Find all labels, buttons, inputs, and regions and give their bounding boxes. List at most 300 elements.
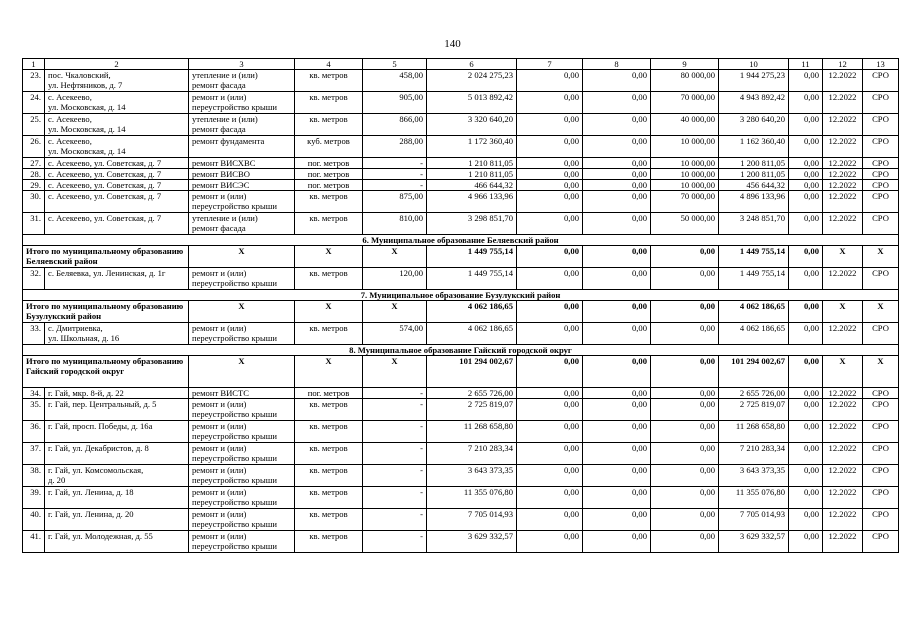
table-cell: 0,00	[517, 421, 583, 443]
table-cell: 29.	[23, 180, 45, 191]
table-cell: 1 449 755,14	[719, 268, 789, 290]
table-row	[23, 487, 899, 509]
subtotal-cell: 0,00	[583, 356, 651, 388]
section-heading: 8. Муниципальное образование Гайский городской округ	[23, 345, 899, 356]
table-cell: пог. метров	[295, 169, 363, 180]
table-cell: ремонт ВИСХВС	[189, 158, 295, 169]
table-body	[23, 70, 899, 553]
table-cell: СРО	[863, 213, 899, 235]
table-cell: ремонт и (или) переустройство крыши	[189, 92, 295, 114]
table-row	[23, 114, 899, 136]
table-cell: 7 210 283,34	[719, 443, 789, 465]
table-cell: 12.2022	[823, 268, 863, 290]
table-cell: г. Гай, ул. Ленина, д. 20	[45, 509, 189, 531]
table-cell: СРО	[863, 399, 899, 421]
table-row	[23, 465, 899, 487]
subtotal-cell: 1 449 755,14	[427, 246, 517, 268]
table-cell: 866,00	[363, 114, 427, 136]
table-cell: с. Асекеево, ул. Советская, д. 7	[45, 180, 189, 191]
table-cell: 7 210 283,34	[427, 443, 517, 465]
section-heading: 7. Муниципальное образование Бузулукский район	[23, 290, 899, 301]
table-cell: 12.2022	[823, 509, 863, 531]
subtotal-cell: 0,00	[789, 301, 823, 323]
table-cell: СРО	[863, 136, 899, 158]
table-cell: 1 210 811,05	[427, 169, 517, 180]
table-cell: 0,00	[789, 388, 823, 399]
table-row	[23, 213, 899, 235]
table-cell: 1 200 811,05	[719, 169, 789, 180]
table-cell: 0,00	[517, 465, 583, 487]
table-cell: 0,00	[583, 323, 651, 345]
table-cell: 0,00	[517, 136, 583, 158]
table-cell: -	[363, 443, 427, 465]
table-cell: 0,00	[517, 213, 583, 235]
table-cell: 0,00	[517, 443, 583, 465]
table-cell: 0,00	[583, 465, 651, 487]
table-cell: 12.2022	[823, 531, 863, 553]
subtotal-cell: Х	[363, 301, 427, 323]
table-cell: 0,00	[789, 180, 823, 191]
table-row	[23, 399, 899, 421]
table-cell: СРО	[863, 465, 899, 487]
table-cell: 0,00	[651, 421, 719, 443]
table-cell: СРО	[863, 180, 899, 191]
section-heading-row	[23, 235, 899, 246]
table-cell: 875,00	[363, 191, 427, 213]
subtotal-cell: 0,00	[789, 246, 823, 268]
subtotal-cell: Х	[863, 301, 899, 323]
table-cell: ремонт и (или) переустройство крыши	[189, 487, 295, 509]
table-cell: СРО	[863, 443, 899, 465]
table-cell: 12.2022	[823, 213, 863, 235]
table-cell: с. Асекеево, ул. Советская, д. 7	[45, 213, 189, 235]
table-cell: 1 944 275,23	[719, 70, 789, 92]
table-cell: -	[363, 180, 427, 191]
table-cell: 11 268 658,80	[719, 421, 789, 443]
table-cell: ремонт и (или) переустройство крыши	[189, 191, 295, 213]
table-cell: 80 000,00	[651, 70, 719, 92]
table-cell: 0,00	[651, 465, 719, 487]
table-cell: 0,00	[517, 169, 583, 180]
column-header: 8	[583, 59, 651, 70]
table-cell: СРО	[863, 421, 899, 443]
table-cell: 0,00	[583, 399, 651, 421]
table-cell: СРО	[863, 114, 899, 136]
table-cell: 30.	[23, 191, 45, 213]
table-cell: -	[363, 399, 427, 421]
table-cell: 10 000,00	[651, 180, 719, 191]
table-cell: 1 449 755,14	[427, 268, 517, 290]
table-cell: 27.	[23, 158, 45, 169]
table-cell: ремонт и (или) переустройство крыши	[189, 399, 295, 421]
table-cell: 70 000,00	[651, 92, 719, 114]
subtotal-label: Итого по муниципальному образованию Гайский городской округ	[23, 356, 189, 388]
table-cell: СРО	[863, 92, 899, 114]
table-cell: 905,00	[363, 92, 427, 114]
table-cell: 33.	[23, 323, 45, 345]
table-cell: 3 629 332,57	[719, 531, 789, 553]
table-cell: с. Асекеево, ул. Московская, д. 14	[45, 136, 189, 158]
table-cell: с. Асекеево, ул. Московская, д. 14	[45, 92, 189, 114]
table-cell: 35.	[23, 399, 45, 421]
table-cell: 0,00	[517, 268, 583, 290]
table-row	[23, 323, 899, 345]
header-row	[23, 59, 899, 70]
table-cell: СРО	[863, 487, 899, 509]
table-cell: ремонт и (или) переустройство крыши	[189, 443, 295, 465]
subtotal-cell: Х	[823, 246, 863, 268]
subtotal-cell: 0,00	[651, 246, 719, 268]
table-cell: СРО	[863, 158, 899, 169]
table-cell: кв. метров	[295, 268, 363, 290]
table-cell: 23.	[23, 70, 45, 92]
table-cell: 50 000,00	[651, 213, 719, 235]
table-cell: с. Асекеево, ул. Советская, д. 7	[45, 169, 189, 180]
table-cell: 0,00	[789, 399, 823, 421]
table-cell: 0,00	[789, 443, 823, 465]
table-cell: 0,00	[651, 388, 719, 399]
table-cell: 0,00	[583, 158, 651, 169]
subtotal-cell: Х	[295, 356, 363, 388]
table-header	[23, 59, 899, 70]
table-cell: 3 248 851,70	[719, 213, 789, 235]
table-cell: 0,00	[517, 92, 583, 114]
table-cell: 12.2022	[823, 191, 863, 213]
table-cell: 456 644,32	[719, 180, 789, 191]
subtotal-cell: 4 062 186,65	[719, 301, 789, 323]
table-cell: 41.	[23, 531, 45, 553]
table-cell: 0,00	[651, 509, 719, 531]
table-cell: ремонт и (или) переустройство крыши	[189, 465, 295, 487]
table-cell: 0,00	[583, 70, 651, 92]
table-cell: куб. метров	[295, 136, 363, 158]
table-cell: ремонт и (или) переустройство крыши	[189, 421, 295, 443]
table-cell: 12.2022	[823, 443, 863, 465]
table-cell: кв. метров	[295, 465, 363, 487]
table-cell: 0,00	[651, 399, 719, 421]
table-cell: 10 000,00	[651, 158, 719, 169]
column-header: 11	[789, 59, 823, 70]
table-cell: 12.2022	[823, 323, 863, 345]
table-cell: 12.2022	[823, 388, 863, 399]
table-cell: 120,00	[363, 268, 427, 290]
table-cell: ремонт и (или) переустройство крыши	[189, 531, 295, 553]
table-cell: ремонт ВИСТС	[189, 388, 295, 399]
table-cell: 1 162 360,40	[719, 136, 789, 158]
table-cell: кв. метров	[295, 323, 363, 345]
table-cell: 0,00	[651, 323, 719, 345]
table-cell: кв. метров	[295, 213, 363, 235]
table-cell: СРО	[863, 388, 899, 399]
table-cell: 0,00	[583, 268, 651, 290]
table-cell: 24.	[23, 92, 45, 114]
table-cell: 0,00	[583, 169, 651, 180]
table-cell: ремонт и (или) переустройство крыши	[189, 268, 295, 290]
table-cell: 0,00	[517, 191, 583, 213]
table-cell: кв. метров	[295, 443, 363, 465]
table-cell: 0,00	[517, 70, 583, 92]
subtotal-cell: 0,00	[517, 246, 583, 268]
table-cell: 12.2022	[823, 169, 863, 180]
table-cell: СРО	[863, 268, 899, 290]
table-cell: 3 280 640,20	[719, 114, 789, 136]
table-row	[23, 92, 899, 114]
table-cell: 11 355 076,80	[427, 487, 517, 509]
table-cell: кв. метров	[295, 70, 363, 92]
capital-repair-table	[22, 58, 899, 553]
table-cell: 38.	[23, 465, 45, 487]
section-heading-row	[23, 345, 899, 356]
table-cell: 40 000,00	[651, 114, 719, 136]
table-cell: кв. метров	[295, 399, 363, 421]
table-cell: г. Гай, мкр. 8-й, д. 22	[45, 388, 189, 399]
column-header: 2	[45, 59, 189, 70]
table-cell: 0,00	[789, 191, 823, 213]
table-cell: СРО	[863, 169, 899, 180]
table-cell: 0,00	[583, 388, 651, 399]
table-cell: 12.2022	[823, 70, 863, 92]
table-cell: 2 655 726,00	[427, 388, 517, 399]
column-header: 13	[863, 59, 899, 70]
table-cell: кв. метров	[295, 509, 363, 531]
subtotal-cell: Х	[823, 356, 863, 388]
column-header: 1	[23, 59, 45, 70]
table-cell: 0,00	[517, 399, 583, 421]
subtotal-cell: Х	[295, 246, 363, 268]
subtotal-cell: 0,00	[517, 356, 583, 388]
subtotal-row	[23, 301, 899, 323]
table-cell: 26.	[23, 136, 45, 158]
subtotal-cell: Х	[189, 301, 295, 323]
table-cell: 0,00	[517, 114, 583, 136]
table-cell: 458,00	[363, 70, 427, 92]
table-cell: 36.	[23, 421, 45, 443]
table-cell: 0,00	[583, 180, 651, 191]
table-cell: 12.2022	[823, 158, 863, 169]
table-cell: -	[363, 531, 427, 553]
table-cell: 3 298 851,70	[427, 213, 517, 235]
column-header: 4	[295, 59, 363, 70]
table-cell: 12.2022	[823, 399, 863, 421]
table-cell: утепление и (или) ремонт фасада	[189, 70, 295, 92]
table-cell: 5 013 892,42	[427, 92, 517, 114]
table-cell: 0,00	[789, 268, 823, 290]
table-cell: 0,00	[789, 487, 823, 509]
table-row	[23, 388, 899, 399]
table-cell: 288,00	[363, 136, 427, 158]
table-cell: 12.2022	[823, 92, 863, 114]
subtotal-cell: 0,00	[651, 356, 719, 388]
subtotal-cell: 101 294 002,67	[719, 356, 789, 388]
table-cell: 0,00	[517, 323, 583, 345]
subtotal-cell: 0,00	[789, 356, 823, 388]
subtotal-cell: 0,00	[517, 301, 583, 323]
table-cell: 0,00	[583, 509, 651, 531]
subtotal-row	[23, 356, 899, 388]
table-row	[23, 158, 899, 169]
table-cell: 810,00	[363, 213, 427, 235]
subtotal-cell: 0,00	[583, 246, 651, 268]
table-cell: ремонт и (или) переустройство крыши	[189, 323, 295, 345]
page-number: 140	[444, 38, 461, 50]
table-cell: 0,00	[789, 158, 823, 169]
table-cell: 31.	[23, 213, 45, 235]
table-cell: 28.	[23, 169, 45, 180]
table-row	[23, 169, 899, 180]
column-header: 10	[719, 59, 789, 70]
table-cell: 1 172 360,40	[427, 136, 517, 158]
table-cell: кв. метров	[295, 114, 363, 136]
table-cell: 574,00	[363, 323, 427, 345]
table-cell: 0,00	[517, 509, 583, 531]
table-cell: кв. метров	[295, 92, 363, 114]
table-row	[23, 70, 899, 92]
table-row	[23, 509, 899, 531]
table-cell: 0,00	[651, 531, 719, 553]
table-cell: с. Беляевка, ул. Ленинская, д. 1г	[45, 268, 189, 290]
table-cell: 0,00	[583, 213, 651, 235]
table-row	[23, 421, 899, 443]
table-cell: СРО	[863, 531, 899, 553]
table-cell: 4 966 133,96	[427, 191, 517, 213]
table-cell: 0,00	[789, 136, 823, 158]
table-cell: 0,00	[583, 191, 651, 213]
table-row	[23, 443, 899, 465]
table-cell: г. Гай, просп. Победы, д. 16а	[45, 421, 189, 443]
table-cell: 40.	[23, 509, 45, 531]
subtotal-label: Итого по муниципальному образованию Беляевский район	[23, 246, 189, 268]
table-row	[23, 531, 899, 553]
subtotal-cell: Х	[363, 356, 427, 388]
table-cell: утепление и (или) ремонт фасада	[189, 114, 295, 136]
table-row	[23, 268, 899, 290]
table-cell: 10 000,00	[651, 169, 719, 180]
table-cell: 2 024 275,23	[427, 70, 517, 92]
table-cell: кв. метров	[295, 421, 363, 443]
table-cell: СРО	[863, 509, 899, 531]
table-row	[23, 180, 899, 191]
subtotal-cell: Х	[363, 246, 427, 268]
subtotal-cell: Х	[863, 356, 899, 388]
table-cell: с. Асекеево, ул. Московская, д. 14	[45, 114, 189, 136]
table-cell: СРО	[863, 323, 899, 345]
table-cell: 12.2022	[823, 180, 863, 191]
table-cell: кв. метров	[295, 531, 363, 553]
table-cell: 4 896 133,96	[719, 191, 789, 213]
table-cell: пог. метров	[295, 180, 363, 191]
table-cell: 3 629 332,57	[427, 531, 517, 553]
table-cell: 0,00	[789, 70, 823, 92]
table-cell: г. Гай, пер. Центральный, д. 5	[45, 399, 189, 421]
table-cell: -	[363, 158, 427, 169]
table-cell: 0,00	[517, 388, 583, 399]
table-cell: 0,00	[583, 443, 651, 465]
table-cell: 3 643 373,35	[719, 465, 789, 487]
table-cell: -	[363, 169, 427, 180]
table-cell: 12.2022	[823, 114, 863, 136]
column-header: 3	[189, 59, 295, 70]
table-cell: 2 725 819,07	[719, 399, 789, 421]
table-cell: 0,00	[517, 531, 583, 553]
table-cell: 7 705 014,93	[719, 509, 789, 531]
table-cell: 3 643 373,35	[427, 465, 517, 487]
table-cell: ремонт ВИСЭС	[189, 180, 295, 191]
table-cell: 2 725 819,07	[427, 399, 517, 421]
table-cell: 25.	[23, 114, 45, 136]
table-cell: 37.	[23, 443, 45, 465]
table-cell: 0,00	[789, 323, 823, 345]
table-cell: 34.	[23, 388, 45, 399]
table-row	[23, 136, 899, 158]
subtotal-cell: 4 062 186,65	[427, 301, 517, 323]
table-cell: 0,00	[789, 465, 823, 487]
table-cell: 0,00	[651, 487, 719, 509]
section-heading: 6. Муниципальное образование Беляевский район	[23, 235, 899, 246]
table-cell: с. Дмитриевка, ул. Школьная, д. 16	[45, 323, 189, 345]
table-cell: 0,00	[789, 531, 823, 553]
table-cell: г. Гай, ул. Молодежная, д. 55	[45, 531, 189, 553]
section-heading-row	[23, 290, 899, 301]
table-cell: 0,00	[789, 114, 823, 136]
table-cell: пог. метров	[295, 388, 363, 399]
column-header: 5	[363, 59, 427, 70]
table-cell: 3 320 640,20	[427, 114, 517, 136]
table-cell: 0,00	[651, 443, 719, 465]
subtotal-cell: 1 449 755,14	[719, 246, 789, 268]
table-cell: г. Гай, ул. Декабристов, д. 8	[45, 443, 189, 465]
subtotal-row	[23, 246, 899, 268]
table-cell: с. Асекеево, ул. Советская, д. 7	[45, 191, 189, 213]
table-cell: 10 000,00	[651, 136, 719, 158]
table-cell: 0,00	[583, 531, 651, 553]
subtotal-cell: Х	[823, 301, 863, 323]
column-header: 9	[651, 59, 719, 70]
column-header: 12	[823, 59, 863, 70]
table-cell: СРО	[863, 70, 899, 92]
table-cell: 0,00	[583, 114, 651, 136]
table-cell: 1 200 811,05	[719, 158, 789, 169]
table-cell: 12.2022	[823, 421, 863, 443]
table-cell: 4 062 186,65	[427, 323, 517, 345]
table-cell: 12.2022	[823, 465, 863, 487]
table-cell: 39.	[23, 487, 45, 509]
subtotal-label: Итого по муниципальному образованию Бузулукский район	[23, 301, 189, 323]
table-cell: 70 000,00	[651, 191, 719, 213]
table-cell: 2 655 726,00	[719, 388, 789, 399]
table-cell: -	[363, 421, 427, 443]
table-cell: 0,00	[583, 136, 651, 158]
table-cell: 32.	[23, 268, 45, 290]
table-cell: 0,00	[789, 509, 823, 531]
table-cell: 0,00	[789, 92, 823, 114]
table-cell: пог. метров	[295, 158, 363, 169]
table-cell: 1 210 811,05	[427, 158, 517, 169]
table-cell: ремонт ВИСВО	[189, 169, 295, 180]
subtotal-cell: 0,00	[651, 301, 719, 323]
table-cell: 0,00	[583, 92, 651, 114]
table-cell: 0,00	[517, 487, 583, 509]
table-cell: -	[363, 509, 427, 531]
table-cell: 0,00	[517, 158, 583, 169]
table-cell: 0,00	[789, 213, 823, 235]
table-cell: утепление и (или) ремонт фасада	[189, 213, 295, 235]
table-cell: 12.2022	[823, 136, 863, 158]
subtotal-cell: Х	[189, 246, 295, 268]
table-cell: 11 355 076,80	[719, 487, 789, 509]
table-cell: 4 943 892,42	[719, 92, 789, 114]
table-cell: 0,00	[583, 487, 651, 509]
table-cell: 12.2022	[823, 487, 863, 509]
